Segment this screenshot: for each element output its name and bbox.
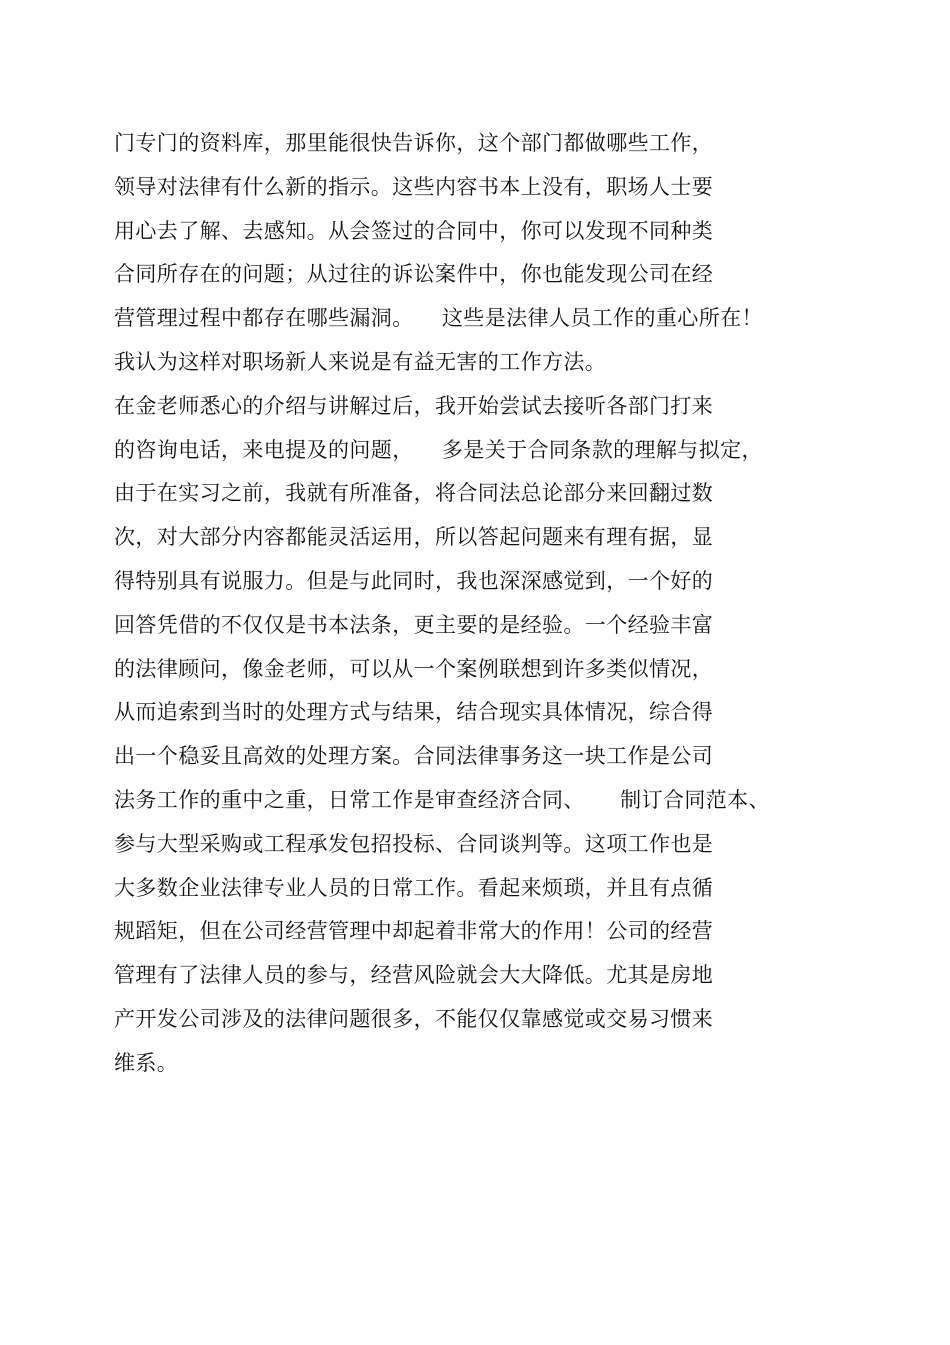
text-line: 规蹈矩，但在公司经营管理中却起着非常大的作用！公司的经营 <box>114 919 714 944</box>
text-line: 的法律顾问，像金老师，可以从一个案例联想到许多类似情况， <box>114 656 714 681</box>
text-line: 我认为这样对职场新人来说是有益无害的工作方法。 <box>114 349 607 374</box>
text-line: 在金老师悉心的介绍与讲解过后，我开始尝试去接听各部门打来 <box>114 393 714 418</box>
body-text <box>114 122 854 1086</box>
text-line: 领导对法律有什么新的指示。这些内容书本上没有，职场人士要 <box>114 174 714 199</box>
text-line: 用心去了解、去感知。从会签过的合同中，你可以发现不同种类 <box>114 218 714 243</box>
text-line: 次，对大部分内容都能灵活运用，所以答起问题来有理有据，显 <box>114 525 714 550</box>
text-line: 法务工作的重中之重，日常工作是审查经济合同、 制订合同范本、 <box>114 787 770 812</box>
text-line: 参与大型采购或工程承发包招投标、合同谈判等。这项工作也是 <box>114 831 714 856</box>
text-line: 从而追索到当时的处理方式与结果，结合现实具体情况，综合得 <box>114 700 714 725</box>
text-line: 回答凭借的不仅仅是书本法条，更主要的是经验。一个经验丰富 <box>114 612 714 637</box>
text-line: 管理有了法律人员的参与，经营风险就会大大降低。尤其是房地 <box>114 963 714 988</box>
text-line: 的咨询电话，来电提及的问题， 多是关于合同条款的理解与拟定， <box>114 437 763 462</box>
text-line: 门专门的资料库，那里能很快告诉你，这个部门都做哪些工作， <box>114 131 714 155</box>
text-line: 营管理过程中都存在哪些漏洞。 这些是法律人员工作的重心所在！ <box>114 306 763 331</box>
text-line: 由于在实习之前，我就有所准备，将合同法总论部分来回翻过数 <box>114 481 714 506</box>
text-line: 大多数企业法律专业人员的日常工作。看起来烦琐，并且有点循 <box>114 875 714 900</box>
text-line: 出一个稳妥且高效的处理方案。合同法律事务这一块工作是公司 <box>114 744 714 769</box>
text-line: 得特别具有说服力。但是与此同时，我也深深感觉到，一个好的 <box>114 568 714 593</box>
text-line: 维系。 <box>114 1050 179 1075</box>
text-line: 合同所存在的问题；从过往的诉讼案件中，你也能发现公司在经 <box>114 262 714 287</box>
text-line: 产开发公司涉及的法律问题很多，不能仅仅靠感觉或交易习惯来 <box>114 1006 714 1031</box>
